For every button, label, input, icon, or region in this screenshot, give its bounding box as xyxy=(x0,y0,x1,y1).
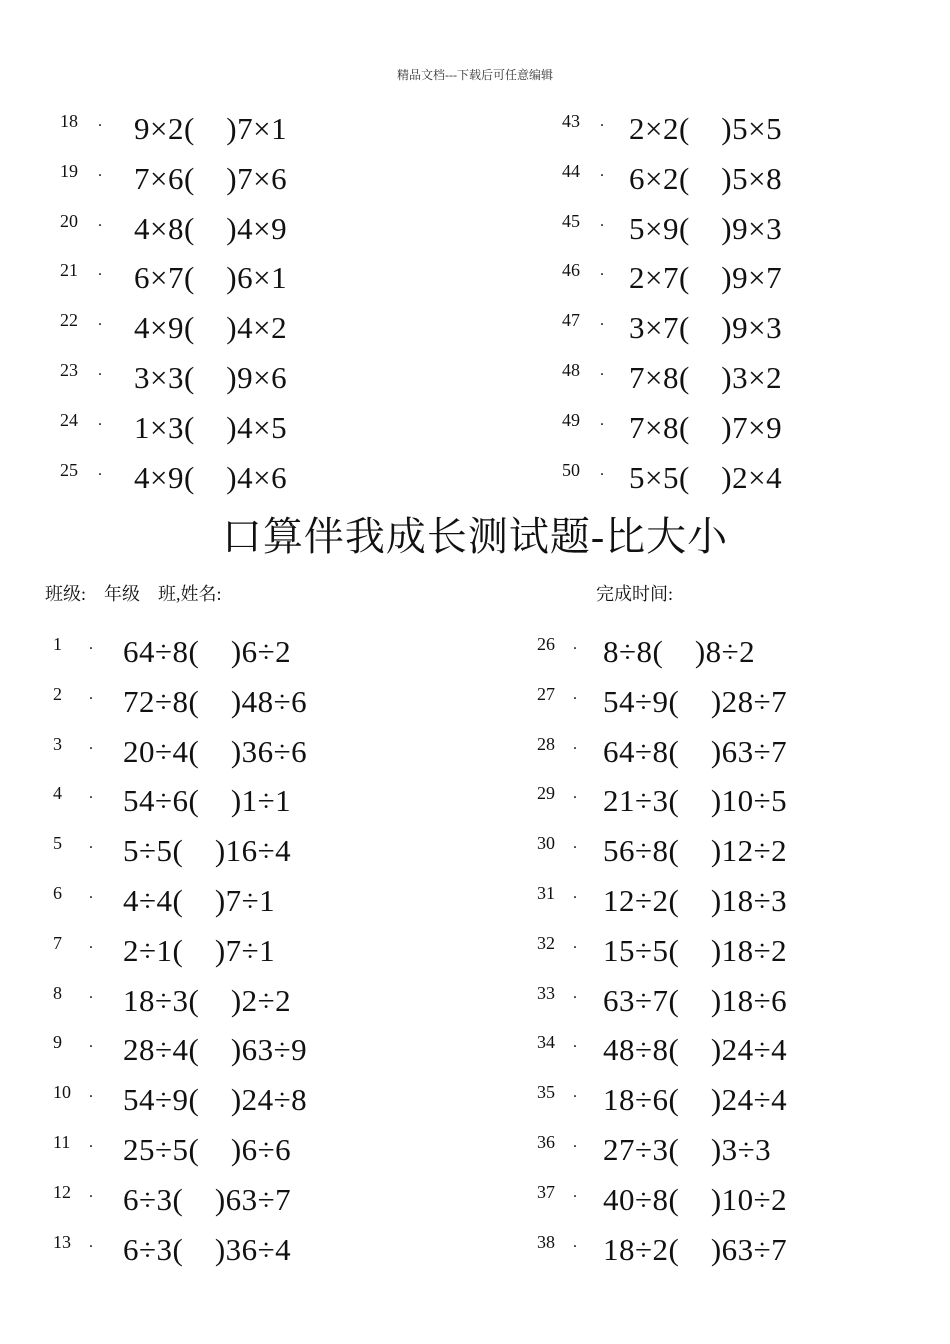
problem-number: 28 xyxy=(537,733,555,754)
problem-dot: . xyxy=(89,835,93,853)
problem-number: 2 xyxy=(53,683,62,704)
problem-dot: . xyxy=(98,262,102,280)
problem-dot: . xyxy=(573,885,577,902)
problem-dot: . xyxy=(573,934,577,952)
problem-dot: . xyxy=(573,835,577,853)
problem-dot: . xyxy=(573,984,577,1002)
page-header: 精品文档---下载后可任意编辑 xyxy=(397,68,553,82)
problem-dot: . xyxy=(98,212,102,230)
problem-expression: 25÷5( )6÷6 xyxy=(123,1132,292,1167)
problem-dot: . xyxy=(600,461,604,479)
problem-expression: 12÷2( )18÷3 xyxy=(603,883,788,918)
problem-expression: 21÷3( )10÷5 xyxy=(603,783,788,819)
problem-expression: 40÷8( )10÷2 xyxy=(603,1181,788,1217)
problem-number: 44 xyxy=(562,160,580,181)
worksheet-title: 口算伴我成长测试题-比大小 xyxy=(221,514,729,559)
problem-expression: 4×9( )4×6 xyxy=(134,459,288,495)
problem-dot: . xyxy=(600,262,604,280)
problem-dot: . xyxy=(600,212,604,230)
problem-number: 31 xyxy=(537,883,555,903)
problem-number: 30 xyxy=(537,833,555,854)
problem-dot: . xyxy=(89,1084,93,1102)
problem-expression: 4÷4( )7÷1 xyxy=(123,883,276,918)
completion-time-label: 完成时间: xyxy=(596,584,674,604)
problem-dot: . xyxy=(98,411,102,429)
problem-expression: 18÷3( )2÷2 xyxy=(123,982,292,1018)
problem-number: 19 xyxy=(60,160,78,181)
problem-dot: . xyxy=(98,162,102,180)
problem-dot: . xyxy=(573,1233,577,1251)
problem-expression: 72÷8( )48÷6 xyxy=(123,683,308,719)
problem-number: 12 xyxy=(53,1181,71,1202)
problem-expression: 64÷8( )6÷2 xyxy=(123,634,292,669)
problem-expression: 2÷1( )7÷1 xyxy=(123,932,276,968)
problem-dot: . xyxy=(600,362,604,379)
problem-number: 32 xyxy=(537,932,555,953)
problem-expression: 4×9( )4×2 xyxy=(134,310,288,346)
problem-dot: . xyxy=(573,1183,577,1201)
problem-number: 50 xyxy=(562,459,580,480)
problem-number: 35 xyxy=(537,1082,555,1103)
problem-expression: 5÷5( )16÷4 xyxy=(123,833,292,869)
problem-dot: . xyxy=(89,984,93,1002)
problem-dot: . xyxy=(89,636,93,653)
problem-dot: . xyxy=(600,312,604,330)
problem-expression: 6×7( )6×1 xyxy=(134,260,288,296)
problem-dot: . xyxy=(98,113,102,130)
problem-expression: 48÷8( )24÷4 xyxy=(603,1032,788,1068)
problem-expression: 8÷8( )8÷2 xyxy=(603,634,756,669)
problem-number: 24 xyxy=(60,409,78,430)
problem-dot: . xyxy=(89,735,93,753)
problem-expression: 18÷6( )24÷4 xyxy=(603,1082,788,1118)
problem-number: 34 xyxy=(537,1032,555,1053)
problem-expression: 28÷4( )63÷9 xyxy=(123,1032,308,1068)
problem-number: 11 xyxy=(53,1132,71,1152)
problem-expression: 64÷8( )63÷7 xyxy=(603,733,788,769)
problem-dot: . xyxy=(89,1183,93,1201)
problem-number: 3 xyxy=(53,733,62,754)
problem-dot: . xyxy=(89,885,93,902)
problem-expression: 18÷2( )63÷7 xyxy=(603,1231,788,1267)
problem-number: 43 xyxy=(562,111,580,131)
problem-number: 1 xyxy=(53,634,62,654)
problem-dot: . xyxy=(573,1084,577,1102)
problem-number: 23 xyxy=(60,360,78,380)
problem-expression: 6×2( )5×8 xyxy=(629,160,783,196)
problem-expression: 1×3( )4×5 xyxy=(134,409,288,445)
problem-expression: 5×5( )2×4 xyxy=(629,459,783,495)
problem-dot: . xyxy=(98,312,102,330)
problem-expression: 5×9( )9×3 xyxy=(629,210,783,246)
problem-expression: 6÷3( )36÷4 xyxy=(123,1231,292,1267)
problem-expression: 9×2( )7×1 xyxy=(134,111,288,146)
class-name-label: 班级: 年级 班,姓名: xyxy=(45,584,222,604)
problem-number: 45 xyxy=(562,210,580,231)
problem-number: 6 xyxy=(53,883,62,903)
problem-number: 9 xyxy=(53,1032,62,1053)
problem-number: 7 xyxy=(53,932,62,953)
problem-number: 18 xyxy=(60,111,78,131)
problem-number: 22 xyxy=(60,310,78,331)
problem-expression: 54÷9( )28÷7 xyxy=(603,683,788,719)
problem-dot: . xyxy=(89,1134,93,1151)
problem-number: 27 xyxy=(537,683,555,704)
problem-expression: 7×6( )7×6 xyxy=(134,160,288,196)
problem-number: 47 xyxy=(562,310,580,331)
problem-number: 36 xyxy=(537,1132,555,1152)
problem-dot: . xyxy=(573,1134,577,1151)
problem-number: 8 xyxy=(53,982,62,1003)
problem-expression: 7×8( )3×2 xyxy=(629,360,783,395)
problem-number: 33 xyxy=(537,982,555,1003)
problem-expression: 56÷8( )12÷2 xyxy=(603,833,788,869)
problem-dot: . xyxy=(573,735,577,753)
problem-dot: . xyxy=(600,162,604,180)
problem-expression: 20÷4( )36÷6 xyxy=(123,733,308,769)
problem-expression: 63÷7( )18÷6 xyxy=(603,982,788,1018)
problem-number: 48 xyxy=(562,360,580,380)
problem-dot: . xyxy=(600,113,604,130)
problem-dot: . xyxy=(89,685,93,703)
problem-dot: . xyxy=(89,1233,93,1251)
problem-number: 10 xyxy=(53,1082,71,1103)
problem-expression: 7×8( )7×9 xyxy=(629,409,783,445)
problem-number: 20 xyxy=(60,210,78,231)
problem-dot: . xyxy=(573,636,577,653)
problem-expression: 27÷3( )3÷3 xyxy=(603,1132,772,1167)
problem-expression: 3×3( )9×6 xyxy=(134,360,288,395)
problem-number: 29 xyxy=(537,783,555,804)
problem-number: 5 xyxy=(53,833,62,854)
problem-number: 26 xyxy=(537,634,555,654)
problem-expression: 2×7( )9×7 xyxy=(629,260,783,296)
problem-expression: 15÷5( )18÷2 xyxy=(603,932,788,968)
problem-dot: . xyxy=(600,411,604,429)
problem-expression: 3×7( )9×3 xyxy=(629,310,783,346)
problem-dot: . xyxy=(98,461,102,479)
problem-number: 21 xyxy=(60,260,78,281)
problem-number: 4 xyxy=(53,783,62,804)
problem-dot: . xyxy=(573,685,577,703)
problem-expression: 54÷6( )1÷1 xyxy=(123,783,292,819)
problem-number: 49 xyxy=(562,409,580,430)
problem-number: 25 xyxy=(60,459,78,480)
problem-number: 46 xyxy=(562,260,580,281)
problem-expression: 54÷9( )24÷8 xyxy=(123,1082,308,1118)
problem-dot: . xyxy=(89,785,93,803)
problem-expression: 4×8( )4×9 xyxy=(134,210,288,246)
problem-number: 38 xyxy=(537,1231,555,1252)
problem-expression: 2×2( )5×5 xyxy=(629,111,783,146)
problem-dot: . xyxy=(89,1034,93,1052)
problem-dot: . xyxy=(89,934,93,952)
problem-dot: . xyxy=(98,362,102,379)
problem-expression: 6÷3( )63÷7 xyxy=(123,1181,292,1217)
problem-number: 13 xyxy=(53,1231,71,1252)
problem-number: 37 xyxy=(537,1181,555,1202)
problem-dot: . xyxy=(573,1034,577,1052)
problem-dot: . xyxy=(573,785,577,803)
